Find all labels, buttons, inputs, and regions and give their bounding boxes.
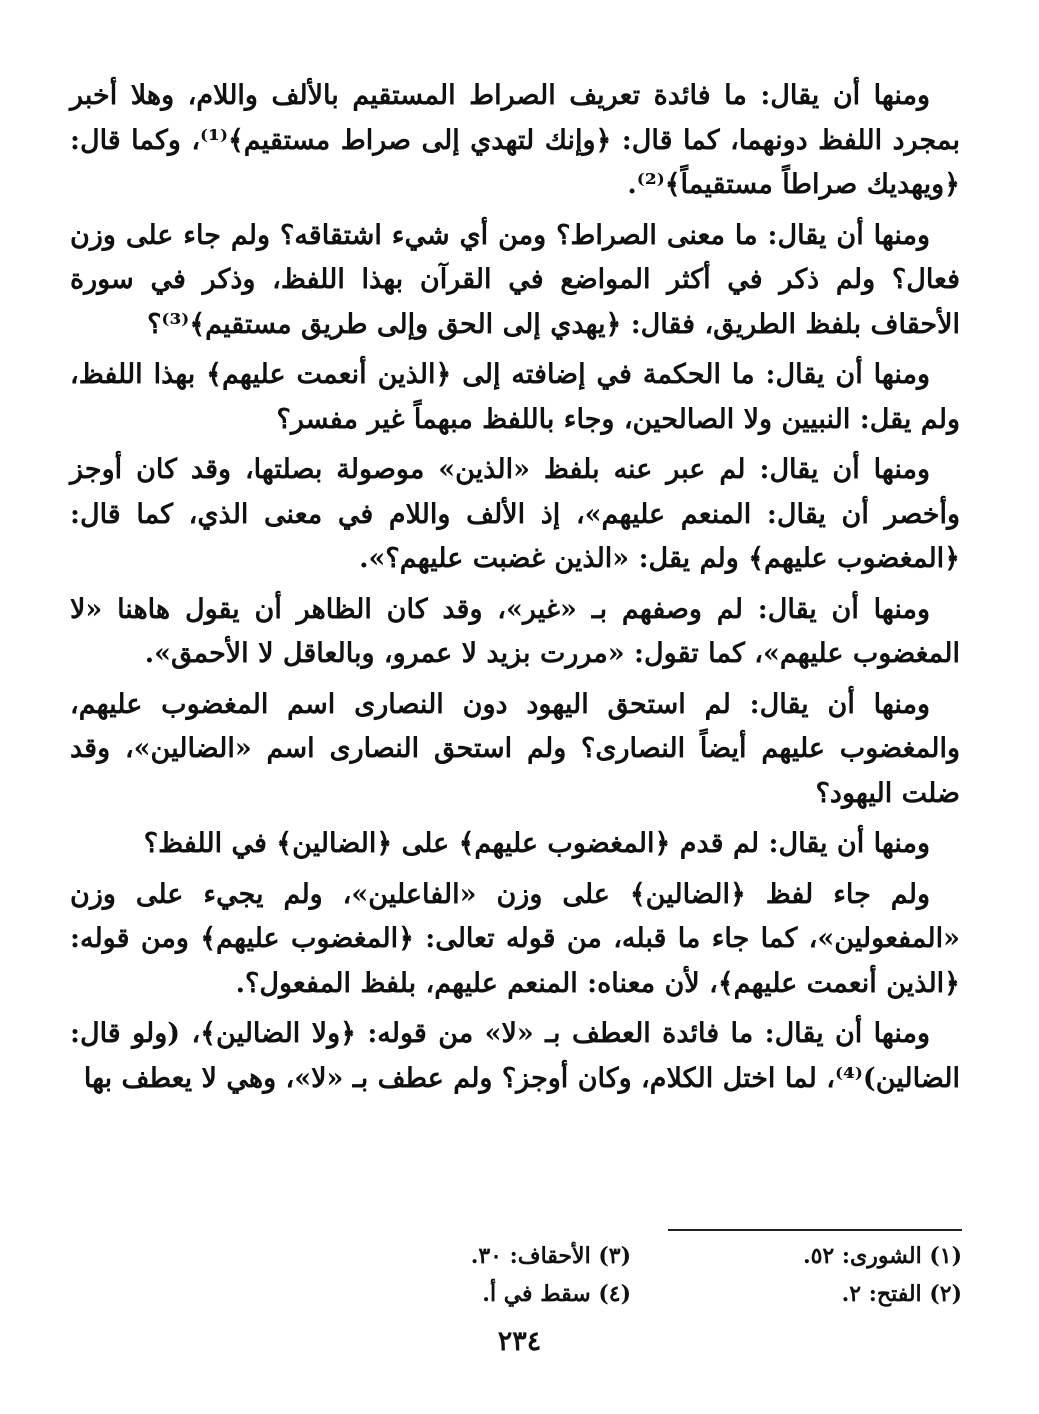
paragraph: ومنها أن يقال: ما معنى الصراط؟ ومن أي شيء اشتقاقه؟ ولم جاء على وزن فعال؟ ولم ذكر في أكثر المواضع في القرآن بهذا اللفظ، وذكر في سورة الأحقاف بلفظ الطريق، فقال: ﴿يهدي إلى الحق وإلى طريق مستقيم﴾⁽³⁾؟ xyxy=(70,219,960,340)
footnote: (٢) الفتح: ٢. xyxy=(841,1281,962,1307)
paragraph: ومنها أن يقال: ما فائدة تعريف الصراط المستقيم بالألف واللام، وهلا أخبر بمجرد اللفظ دونهما، كما قال: ﴿وإنك لتهدي إلى صراط مستقيم﴾⁽¹⁾، وكما قال: ﴿ويهديك صراطاً مستقيماً﴾⁽²⁾. xyxy=(70,80,960,200)
footnotes xyxy=(300,1238,962,1312)
page-number: ٢٣٤ xyxy=(497,1326,542,1357)
paragraph: ومنها أن يقال: لم استحق اليهود دون النصارى اسم المغضوب عليهم، والمغضوب عليهم أيضاً النصارى؟ ولم استحق النصارى اسم «الضالين»، وقد ضلت اليهود؟ xyxy=(70,688,960,809)
footnote-divider xyxy=(668,1229,962,1231)
footnote: (١) الشورى: ٥٢. xyxy=(802,1243,962,1269)
paragraph: ومنها أن يقال: ما الحكمة في إضافته إلى ﴿الذين أنعمت عليهم﴾ بهذا اللفظ، ولم يقل: النبيين ولا الصالحين، وجاء باللفظ مبهماً غير مفسر؟ xyxy=(70,359,960,435)
main-text xyxy=(70,74,960,1107)
paragraph: ومنها أن يقال: ما فائدة العطف بـ «لا» من قوله: ﴿ولا الضالين﴾، (ولو قال: الضالين)⁽⁴⁾، لما اختل الكلام، وكان أوجز؟ ولم عطف بـ «لا»، وهي لا يعطف بها xyxy=(70,1018,960,1094)
paragraph: ومنها أن يقال: لم عبر عنه بلفظ «الذين» موصولة بصلتها، وقد كان أوجز وأخصر أن يقال: المنعم عليهم»، إذ الألف واللام في معنى الذي، كما قال: ﴿المغضوب عليهم﴾ ولم يقل: «الذين غضبت عليهم؟». xyxy=(70,454,960,574)
footnote: (٤) سقط في أ. xyxy=(482,1281,631,1307)
paragraph: ولم جاء لفظ ﴿الضالين﴾ على وزن «الفاعلين»، ولم يجيء على وزن «المفعولين»، كما جاء ما قبله، من قوله تعالى: ﴿المغضوب عليهم﴾ ومن قوله: ﴿الذين أنعمت عليهم﴾، لأن معناه: المنعم عليهم، بلفظ المفعول؟. xyxy=(70,878,960,999)
footnote: (٣) الأحقاف: ٣٠. xyxy=(470,1243,631,1269)
paragraph: ومنها أن يقال: لم وصفهم بـ «غير»، وقد كان الظاهر أن يقول هاهنا «لا المغضوب عليهم»، كما تقول: «مررت بزيد لا عمرو، وبالعاقل لا الأحمق». xyxy=(70,593,960,669)
paragraph: ومنها أن يقال: لم قدم ﴿المغضوب عليهم﴾ على ﴿الضالين﴾ في اللفظ؟ xyxy=(143,828,930,859)
